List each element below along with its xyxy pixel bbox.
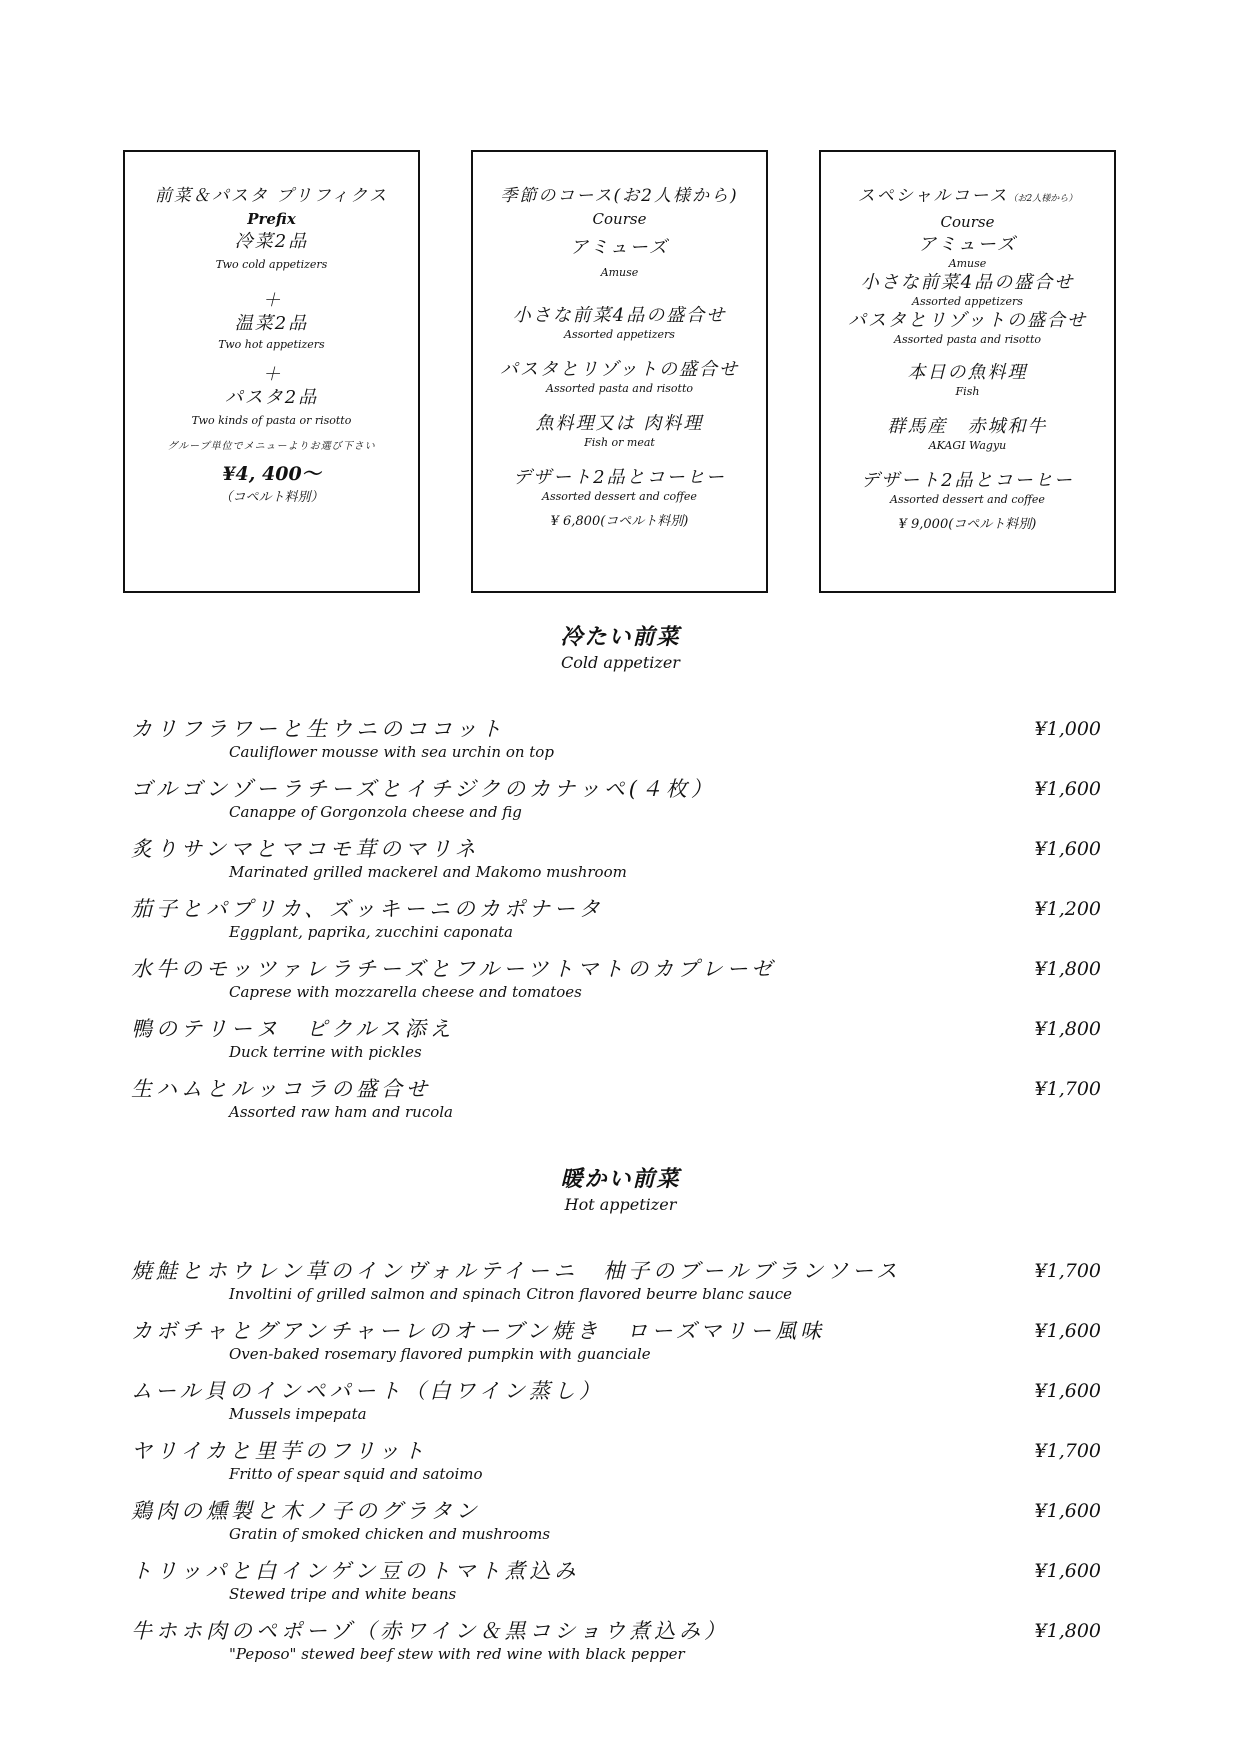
- dish-name: カボチャとグアンチャーレのオーブン焼き ローズマリー風味: [131, 1319, 826, 1343]
- dish-name: ゴルゴンゾーラチーズとイチジクのカナッペ(４枚）: [131, 777, 716, 801]
- seasonal-item-en: Assorted appetizers: [564, 328, 675, 341]
- list-item: [131, 1376, 1101, 1436]
- dish-name: 鶏肉の燻製と木ノ子のグラタン: [131, 1499, 481, 1523]
- prefix-course-box: [123, 150, 420, 593]
- dish-price: ¥1,700: [1034, 1078, 1101, 1100]
- dish-price: ¥1,600: [1034, 1380, 1101, 1402]
- dish-price: ¥1,800: [1034, 1620, 1101, 1642]
- hot-appetizer-list: [131, 1256, 1101, 1676]
- prefix-cold-jp: 冷菜2品: [234, 231, 309, 252]
- prefix-hot-en: Two hot appetizers: [218, 338, 325, 351]
- prefix-pasta-en: Two kinds of pasta or risotto: [191, 414, 352, 427]
- dish-name: カリフラワーと生ウニのココット: [131, 717, 506, 741]
- list-item: [131, 1556, 1101, 1616]
- list-item: [131, 1496, 1101, 1556]
- seasonal-item-jp: デザート2品とコーヒー: [513, 467, 726, 488]
- special-item-jp: 本日の魚料理: [907, 362, 1028, 383]
- dish-description: Stewed tripe and white beans: [229, 1585, 457, 1603]
- prefix-price: ¥4, 400～: [222, 463, 321, 485]
- dish-price: ¥1,600: [1034, 778, 1101, 800]
- list-item: [131, 1074, 1101, 1134]
- dish-price: ¥1,600: [1034, 838, 1101, 860]
- dish-price: ¥1,800: [1034, 958, 1101, 980]
- seasonal-item-jp: 魚料理又は 肉料理: [535, 413, 704, 434]
- special-subtitle: Course: [940, 213, 995, 231]
- dish-price: ¥1,600: [1034, 1500, 1101, 1522]
- hot-title-en: Hot appetizer: [564, 1195, 677, 1214]
- special-item-en: Fish: [955, 385, 980, 398]
- seasonal-item-jp: 小さな前菜4品の盛合せ: [512, 305, 727, 326]
- seasonal-item-jp: パスタとリゾットの盛合せ: [500, 359, 739, 380]
- dish-description: Eggplant, paprika, zucchini caponata: [229, 923, 514, 941]
- special-price: ¥ 9,000(コペルト料別): [898, 517, 1037, 532]
- prefix-plus-1: ＋: [262, 290, 281, 311]
- list-item: [131, 714, 1101, 774]
- hot-title-jp: 暖かい前菜: [560, 1166, 681, 1192]
- dish-name: トリッパと白インゲン豆のトマト煮込み: [131, 1559, 580, 1583]
- list-item: [131, 1256, 1101, 1316]
- dish-description: Fritto of spear squid and satoimo: [229, 1465, 483, 1483]
- dish-price: ¥1,000: [1034, 718, 1101, 740]
- prefix-title: 前菜＆パスタ プリフィクス: [154, 186, 389, 206]
- dish-name: 牛ホホ肉のペポーゾ（赤ワイン＆黒コショウ煮込み）: [131, 1619, 730, 1643]
- dish-name: ヤリイカと里芋のフリット: [131, 1439, 429, 1463]
- prefix-hot-jp: 温菜2品: [234, 313, 309, 334]
- list-item: [131, 1436, 1101, 1496]
- special-item-en: Amuse: [948, 257, 987, 270]
- dish-description: Involtini of grilled salmon and spinach Citron flavored beurre blanc sauce: [229, 1285, 793, 1303]
- dish-name: 鴨のテリーヌ ピクルス添え: [131, 1017, 455, 1041]
- dish-name: ムール貝のインペパート（白ワイン蒸し）: [131, 1379, 604, 1403]
- seasonal-item-en: Assorted pasta and risotto: [546, 382, 693, 395]
- dish-price: ¥1,800: [1034, 1018, 1101, 1040]
- special-title-line: [821, 184, 1114, 211]
- dish-name: 生ハムとルッコラの盛合せ: [131, 1077, 431, 1101]
- dish-description: Canappe of Gorgonzola cheese and fig: [229, 803, 522, 821]
- prefix-plus-2: ＋: [262, 364, 281, 385]
- special-item-en: Assorted appetizers: [912, 295, 1023, 308]
- dish-name: 焼鮭とホウレン草のインヴォルテイーニ 柚子のブールブランソース: [131, 1259, 902, 1283]
- seasonal-item-jp: アミューズ: [570, 237, 669, 258]
- dish-name: 茄子とパプリカ、ズッキーニのカポナータ: [131, 897, 604, 921]
- list-item: [131, 954, 1101, 1014]
- seasonal-item-en: Amuse: [600, 266, 639, 279]
- special-item-en: AKAGI Wagyu: [928, 439, 1007, 452]
- dish-price: ¥1,600: [1034, 1320, 1101, 1342]
- dish-description: Caprese with mozzarella cheese and tomatoes: [229, 983, 582, 1001]
- list-item: [131, 894, 1101, 954]
- special-item-jp: デザート2品とコーヒー: [861, 470, 1074, 491]
- dish-description: Gratin of smoked chicken and mushrooms: [229, 1525, 551, 1543]
- seasonal-item-en: Fish or meat: [584, 436, 655, 449]
- seasonal-course-box: [471, 150, 768, 593]
- cold-title-en: Cold appetizer: [561, 653, 680, 672]
- dish-name: 水牛のモッツァレラチーズとフルーツトマトのカプレーゼ: [131, 957, 777, 981]
- dish-description: Marinated grilled mackerel and Makomo mushroom: [229, 863, 627, 881]
- dish-description: Cauliflower mousse with sea urchin on top: [229, 743, 554, 761]
- special-title: スペシャルコース: [857, 186, 1009, 206]
- seasonal-title: 季節のコース(お2人様から): [500, 186, 739, 206]
- seasonal-subtitle: Course: [592, 210, 647, 228]
- dish-name: 炙りサンマとマコモ茸のマリネ: [131, 837, 480, 861]
- special-item-jp: 小さな前菜4品の盛合せ: [860, 272, 1075, 293]
- dish-description: "Peposo" stewed beef stew with red wine with black pepper: [229, 1645, 685, 1663]
- prefix-pasta-jp: パスタ2品: [224, 387, 319, 408]
- prefix-subtitle: Prefix: [247, 210, 296, 228]
- seasonal-item-en: Assorted dessert and coffee: [542, 490, 697, 503]
- seasonal-price: ¥ 6,800(コペルト料別): [550, 514, 689, 529]
- special-item-jp: 群馬産 赤城和牛: [887, 416, 1048, 437]
- list-item: [131, 1316, 1101, 1376]
- list-item: [131, 834, 1101, 894]
- prefix-note: グループ単位でメニューよりお選び下さい: [167, 441, 376, 452]
- dish-description: Assorted raw ham and rucola: [229, 1103, 453, 1121]
- dish-description: Mussels impepata: [229, 1405, 367, 1423]
- dish-description: Duck terrine with pickles: [229, 1043, 422, 1061]
- hot-section-heading: [0, 1164, 1241, 1216]
- dish-price: ¥1,600: [1034, 1560, 1101, 1582]
- special-item-en: Assorted dessert and coffee: [890, 493, 1045, 506]
- dish-price: ¥1,200: [1034, 898, 1101, 920]
- special-item-jp: パスタとリゾットの盛合せ: [848, 310, 1087, 331]
- list-item: [131, 1616, 1101, 1676]
- prefix-cold-en: Two cold appetizers: [215, 258, 328, 271]
- dish-price: ¥1,700: [1034, 1440, 1101, 1462]
- dish-description: Oven-baked rosemary flavored pumpkin with guanciale: [229, 1345, 651, 1363]
- list-item: [131, 774, 1101, 834]
- special-course-box: [819, 150, 1116, 593]
- cold-section-heading: [0, 622, 1241, 674]
- special-item-en: Assorted pasta and risotto: [894, 333, 1041, 346]
- dish-price: ¥1,700: [1034, 1260, 1101, 1282]
- special-title-note: （お2人様から）: [1008, 194, 1078, 204]
- list-item: [131, 1014, 1101, 1074]
- prefix-price-note: （コペルト料別）: [219, 490, 324, 505]
- special-item-jp: アミューズ: [918, 234, 1017, 255]
- cold-title-jp: 冷たい前菜: [560, 624, 681, 650]
- cold-appetizer-list: [131, 714, 1101, 1134]
